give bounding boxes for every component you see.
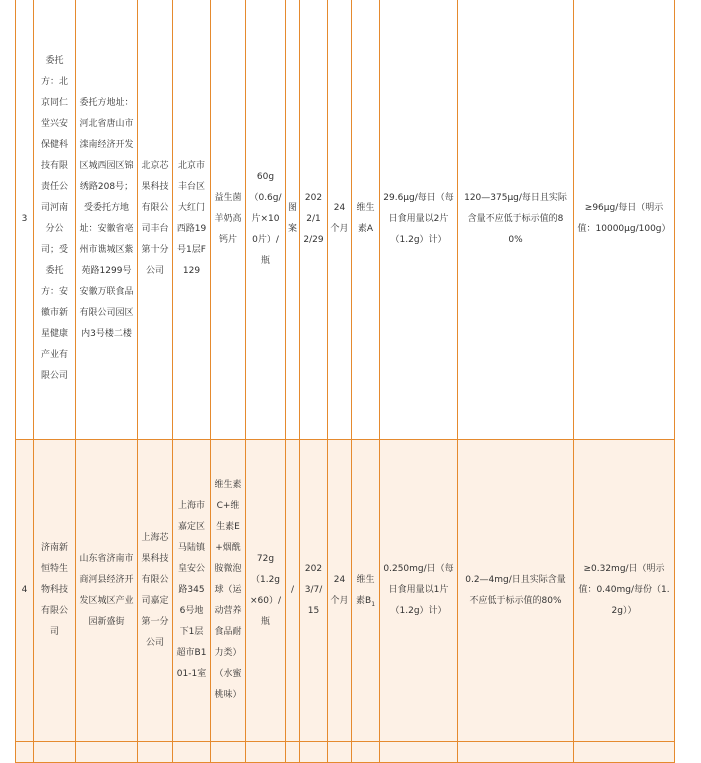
production-date-cell: 2023/7/15 bbox=[300, 440, 328, 742]
standard-value-cell: 120—375μg/每日且实际含量不应低于标示值的80% bbox=[458, 0, 574, 440]
sampled-unit-cell: 北京芯果科技有限公司丰台第十分公司 bbox=[138, 0, 173, 440]
table-cell bbox=[246, 742, 286, 763]
labeled-value-cell: ≥96μg/每日（明示值：10000μg/100g） bbox=[574, 0, 675, 440]
brand-cell: / bbox=[286, 440, 300, 742]
test-result-cell: 29.6μg/每日（每日食用量以2片（1.2g）计） bbox=[380, 0, 458, 440]
test-result-cell: 0.250mg/日（每日食用量以1片（1.2g）计） bbox=[380, 440, 458, 742]
entrusting-party-cell: 济南新恒特生物科技有限公司 bbox=[34, 440, 76, 742]
entrusting-party-cell: 委托方：北京同仁堂兴安保健科技有限责任公司河南分公司；受委托方：安徽市新星健康产业有限公司 bbox=[34, 0, 76, 440]
row-index-cell: 3 bbox=[16, 0, 34, 440]
table-row bbox=[16, 0, 675, 440]
test-item-label: 维生素B bbox=[356, 574, 375, 606]
table-cell bbox=[138, 742, 173, 763]
table-cell bbox=[458, 742, 574, 763]
table-cell bbox=[352, 742, 380, 763]
table-cell bbox=[76, 742, 138, 763]
test-item-subscript: 1 bbox=[371, 600, 376, 608]
table-row bbox=[16, 440, 675, 742]
test-item-cell: 维生素A bbox=[352, 0, 380, 440]
entrusting-address-cell: 委托方地址：河北省唐山市滦南经济开发区城西园区锦绣路208号；受委托方地址：安徽省亳州市谯城区紫苑路1299号安徽万联食品有限公司园区内3号楼二楼 bbox=[76, 0, 138, 440]
spec-cell: 72g（1.2g×60）/瓶 bbox=[246, 440, 286, 742]
sampled-address-cell: 北京市丰台区大红门西路19号1层F129 bbox=[173, 0, 211, 440]
table-cell bbox=[173, 742, 211, 763]
product-name-cell: 维生素C+维生素E+烟酰胺微泡球（运动营养食品耐力类）（水蜜桃味） bbox=[211, 440, 246, 742]
spec-cell: 60g（0.6g/片×100片）/瓶 bbox=[246, 0, 286, 440]
table-cell bbox=[574, 742, 675, 763]
table-cell bbox=[34, 742, 76, 763]
table-cell bbox=[300, 742, 328, 763]
inspection-results-table bbox=[15, 0, 675, 763]
standard-value-cell: 0.2—4mg/日且实际含量不应低于标示值的80% bbox=[458, 440, 574, 742]
labeled-value-cell: ≥0.32mg/日（明示值：0.40mg/每份（1.2g）） bbox=[574, 440, 675, 742]
entrusting-address-cell: 山东省济南市商河县经济开发区城区产业园新盛街 bbox=[76, 440, 138, 742]
product-name-cell: 益生菌羊奶高钙片 bbox=[211, 0, 246, 440]
table-cell bbox=[16, 742, 34, 763]
test-item-cell bbox=[352, 440, 380, 742]
table-row-partial bbox=[16, 742, 675, 763]
production-date-cell: 2022/12/29 bbox=[300, 0, 328, 440]
table-cell bbox=[286, 742, 300, 763]
shelf-life-cell: 24个月 bbox=[328, 440, 352, 742]
table-cell bbox=[328, 742, 352, 763]
table-cell bbox=[211, 742, 246, 763]
table-cell bbox=[380, 742, 458, 763]
brand-cell: 图案 bbox=[286, 0, 300, 440]
shelf-life-cell: 24个月 bbox=[328, 0, 352, 440]
sampled-address-cell: 上海市嘉定区马陆镇皇安公路3456号地下1层超市B101-1室 bbox=[173, 440, 211, 742]
sampled-unit-cell: 上海芯果科技有限公司嘉定第一分公司 bbox=[138, 440, 173, 742]
row-index-cell: 4 bbox=[16, 440, 34, 742]
